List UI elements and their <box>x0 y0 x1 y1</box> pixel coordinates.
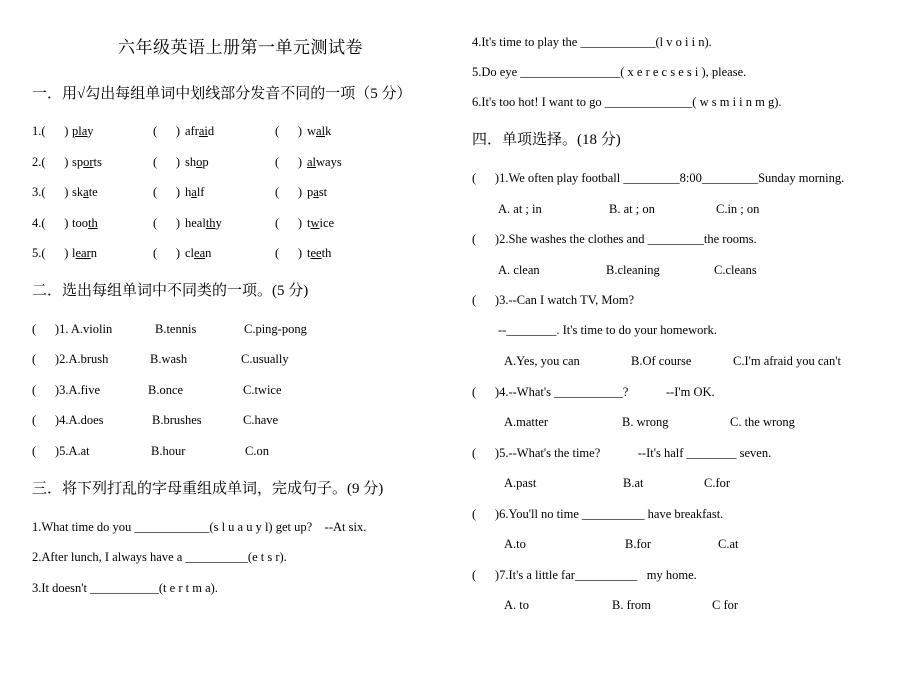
underlined-letters: th <box>205 216 216 230</box>
options-row <box>455 414 920 430</box>
question-number: 4.( ) <box>32 216 69 230</box>
section-3-item: 6.It's too hot! I want to go ______________( w s m i i n m g). <box>472 95 782 109</box>
word-part: heal <box>185 216 206 230</box>
question-stem: ( )1.We often play football _________8:00_________Sunday morning. <box>472 171 845 185</box>
word-part: n <box>90 246 97 260</box>
answer-bracket: ( ) <box>275 155 303 169</box>
option-a: A. clean <box>498 263 540 277</box>
section-3-item: 1.What time do you ____________(s l u a u y l) get up? --At six. <box>32 520 367 534</box>
answer-bracket: ( ) <box>275 185 303 199</box>
word-part: n <box>205 246 212 260</box>
word-part: sh <box>185 155 197 169</box>
question-stem: ( )7.It's a little far__________ my home. <box>472 568 697 582</box>
section-3-item: 5.Do eye ________________( x e r e c s e s i ), please. <box>472 65 747 79</box>
underlined-letters: al <box>307 155 317 169</box>
option-c: C.for <box>704 476 731 490</box>
option-word-a <box>72 154 102 170</box>
underlined-letters: a <box>313 185 319 199</box>
option-a: A.Yes, you can <box>504 354 580 368</box>
word-part: l <box>72 246 76 260</box>
option-b: B.wash <box>150 352 188 366</box>
section-1-row <box>0 184 455 200</box>
section-3-item: 4.It's time to play the ____________(l v o i i n). <box>472 35 712 49</box>
option-word-c <box>307 123 331 139</box>
option-c: C.cleans <box>714 263 757 277</box>
underlined-letters: a <box>83 185 89 199</box>
word-part: lf <box>196 185 205 199</box>
section-1-row <box>0 154 455 170</box>
option-c: C.in ; on <box>716 202 760 216</box>
section-2-row <box>0 382 455 398</box>
option-word-b <box>185 215 222 231</box>
question-number: 1.( ) <box>32 124 69 138</box>
section-1-row <box>0 215 455 231</box>
underlined-letters: ea <box>194 246 206 260</box>
option-a: A.matter <box>504 415 549 429</box>
option-b: B.tennis <box>155 322 197 336</box>
word-part: too <box>72 216 88 230</box>
word-part: ts <box>93 155 102 169</box>
option-b: B.hour <box>151 444 186 458</box>
option-b: B.once <box>148 383 184 397</box>
option-c: C.twice <box>243 383 282 397</box>
section-4-heading: 四．单项选择。(18 分) <box>472 132 621 148</box>
options-row <box>455 475 920 491</box>
question-stem: ( )3.--Can I watch TV, Mom? <box>472 293 635 307</box>
section-2-row <box>0 412 455 428</box>
question-number: 3.( ) <box>32 185 69 199</box>
word-part: t <box>307 216 311 230</box>
question-number: 2.( ) <box>32 155 69 169</box>
option-word-c <box>307 245 331 261</box>
underlined-letters: or <box>83 155 94 169</box>
question-prompt: ( )4.A.does <box>32 413 104 427</box>
option-b: B. at ; on <box>609 202 655 216</box>
option-a: A. to <box>504 598 529 612</box>
page-title: 六年级英语上册第一单元测试卷 <box>118 38 363 57</box>
question-prompt: ( )2.A.brush <box>32 352 109 366</box>
answer-bracket: ( ) <box>153 185 181 199</box>
word-part: y <box>215 216 222 230</box>
option-c: C.on <box>245 444 269 458</box>
option-b: B.for <box>625 537 652 551</box>
answer-bracket: ( ) <box>275 216 303 230</box>
answer-bracket: ( ) <box>153 246 181 260</box>
underlined-letters: th <box>87 216 98 230</box>
option-word-a <box>72 184 98 200</box>
question-prompt: ( )1. A.violin <box>32 322 113 336</box>
option-a: A.to <box>504 537 526 551</box>
word-part: afr <box>185 124 199 138</box>
option-b: B.Of course <box>631 354 692 368</box>
option-b: B. from <box>612 598 651 612</box>
underlined-letters: a <box>191 185 197 199</box>
answer-bracket: ( ) <box>153 155 181 169</box>
underlined-letters: al <box>316 124 326 138</box>
answer-bracket: ( ) <box>153 124 181 138</box>
option-word-a <box>72 123 94 139</box>
option-word-b <box>185 123 214 139</box>
option-word-a <box>72 245 97 261</box>
option-word-c <box>307 154 342 170</box>
option-c: C.ping-pong <box>244 322 307 336</box>
option-b: B.at <box>623 476 644 490</box>
options-row <box>455 536 920 552</box>
underlined-letters: ai <box>198 124 208 138</box>
section-1-heading: 一．用√勾出每组单词中划线部分发音不同的一项（5 分） <box>32 86 412 102</box>
word-part: y <box>87 124 94 138</box>
option-c: C for <box>712 598 739 612</box>
options-row <box>455 353 920 369</box>
option-word-b <box>185 245 211 261</box>
question-stem: ( )2.She washes the clothes and _________the rooms. <box>472 232 757 246</box>
word-part: th <box>321 246 332 260</box>
section-2-heading: 二．选出每组单词中不同类的一项。(5 分) <box>32 283 309 299</box>
question-number: 5.( ) <box>32 246 69 260</box>
options-row <box>455 597 920 613</box>
underlined-letters: pla <box>72 124 88 138</box>
section-1-row <box>0 245 455 261</box>
section-1-row <box>0 123 455 139</box>
section-3-item: 2.After lunch, I always have a __________(e t s r). <box>32 550 287 564</box>
word-part: te <box>88 185 98 199</box>
question-stem: ( )6.You'll no time __________ have breakfast. <box>472 507 724 521</box>
option-c: C.at <box>718 537 739 551</box>
question-stem: ( )4.--What's ___________? --I'm OK. <box>472 385 715 399</box>
option-c: C.usually <box>241 352 289 366</box>
word-part: w <box>307 124 317 138</box>
word-part: p <box>202 155 209 169</box>
section-3-item: 3.It doesn't ___________(t e r t m a). <box>32 581 218 595</box>
answer-bracket: ( ) <box>275 246 303 260</box>
question-prompt: ( )5.A.at <box>32 444 90 458</box>
word-part: ways <box>316 155 342 169</box>
word-part: d <box>207 124 215 138</box>
word-part: t <box>307 246 311 260</box>
option-word-b <box>185 184 204 200</box>
word-part: ice <box>319 216 335 230</box>
option-c: C.I'm afraid you can't <box>733 354 841 368</box>
option-word-c <box>307 184 327 200</box>
section-3-heading: 三．将下列打乱的字母重组成单词，完成句子。(9 分) <box>32 481 384 497</box>
word-part: sp <box>72 155 84 169</box>
option-b: B.brushes <box>152 413 202 427</box>
options-row <box>455 262 920 278</box>
answer-bracket: ( ) <box>275 124 303 138</box>
underlined-letters: o <box>196 155 203 169</box>
word-part: k <box>325 124 332 138</box>
question-prompt: ( )3.A.five <box>32 383 101 397</box>
question-stem: ( )5.--What's the time? --It's half ________ seven. <box>472 446 772 460</box>
answer-bracket: ( ) <box>153 216 181 230</box>
underlined-letters: w <box>310 216 320 230</box>
option-word-c <box>307 215 334 231</box>
option-word-b <box>185 154 209 170</box>
question-stem-continued: --________. It's time to do your homework. <box>498 323 717 337</box>
word-part: st <box>318 185 328 199</box>
section-2-row <box>0 351 455 367</box>
underlined-letters: ee <box>310 246 322 260</box>
options-row <box>455 201 920 217</box>
underlined-letters: ear <box>75 246 91 260</box>
word-part: h <box>185 185 192 199</box>
option-b: B. wrong <box>622 415 669 429</box>
option-a: A.past <box>504 476 537 490</box>
section-2-row <box>0 321 455 337</box>
word-part: sk <box>72 185 84 199</box>
word-part: p <box>307 185 314 199</box>
option-b: B.cleaning <box>606 263 660 277</box>
option-a: A. at ; in <box>498 202 542 216</box>
option-c: C. the wrong <box>730 415 795 429</box>
option-word-a <box>72 215 98 231</box>
section-2-row <box>0 443 455 459</box>
option-c: C.have <box>243 413 279 427</box>
word-part: cl <box>185 246 195 260</box>
